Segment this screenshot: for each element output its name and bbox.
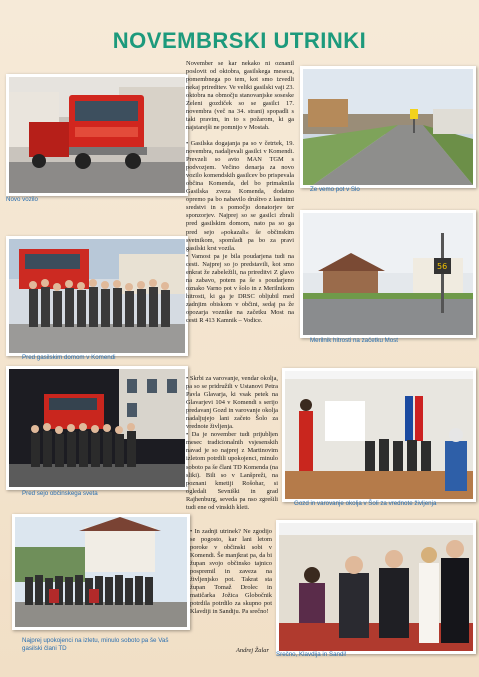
photo-lecture xyxy=(282,368,476,502)
photo-tourist-society xyxy=(12,514,190,630)
lecture-image xyxy=(285,371,473,499)
article-body-mid xyxy=(186,375,278,525)
photo-road-sign xyxy=(300,66,476,188)
night-group-image xyxy=(9,369,185,487)
group-image xyxy=(9,239,185,353)
trip-group-image xyxy=(15,517,187,627)
page-title: NOVEMBRSKI UTRINKI xyxy=(112,28,367,53)
photo-wedding xyxy=(276,520,476,654)
caption-council: Pred sejo občinskega sveta xyxy=(22,490,98,497)
paragraph-intro: November se kar nekako ni oznanil poslovit od oktobra, gasilskega meseca, pomembnega po tem, kot smo izvedli nekaj prireditev. Ve veliki gasilski vaji 23. oktobra na območju stanovanjske soseske Zeleni gozdiček so se gasilci 17. novembra (več na 34. strani) spopadli s taki pravim, in to s požarom, ki ga najstarejši ne pomnijo v Mostah. xyxy=(186,60,294,132)
paragraph-fire-vehicle: • Gasilska dogajanja pa so v četrtek, 19. novembra, nadaljevali gasilci v Komendi. Prevzeli so avto MAN TGM s podvozjem. Večino denarja za novo vozilo komendskih gasilcev bo prispevala občina Komenda, del bo primaknila Gasilska zveza Komenda, dodatno opremo pa bo nabavilo društvo z lastnimi sredstvi in s pomočjo donatorjev ter sponzorjev. Najprej so se gasilci zbrali pred gasilskim domom, nato pa so ga pred sejo »pokazali« še občinskim svetnikom, spomladi pa bo za pravi gasilski krst vozila. xyxy=(186,140,294,252)
author-signature: Andrej Žalar xyxy=(236,647,269,654)
caption-speed-meter: Merilnik hitrosti na začetku Most xyxy=(310,337,399,344)
photo-council-session xyxy=(6,366,188,490)
article-body-top xyxy=(186,60,294,132)
paragraph-road-safety: • Vamost pa je bila poudarjena tudi na cesti. Najprej so jo predstavili, kot smo enkrat že zabeležili, na prireditvi Z glavo na zabavo, potem pa še s poudarjeno oznako Varno pot v šolo in z Merilnikom hitrosti, ki ga je DRSC obljubil med zadnjim obiskom v občini, sedaj pa že opozarja voznike na začetku Most na cesti R 413 Kamnik – Vodice. xyxy=(186,252,294,325)
photo-group-fire-station xyxy=(6,236,188,356)
caption-tourist-society: Najprej upokojenci na izletu, minulo soboto pa še Vaš gasilski člani TD xyxy=(22,637,169,652)
article-body-bottom xyxy=(190,528,272,646)
fire-truck-image xyxy=(9,77,185,193)
paragraph-wedding: • In zadnji utrinek? Ne zgodijo se pogosto, kar lani letom poroke v občinski sobi v Komendi. Še manjkrat pa, da bi župan svojo občinsko tajnico pospremil in zaveza na življenjsko pot. Takrat sta župan Tomaž Drolec in matičarka Jožica Globočnik potrdila potrdilo za skupno pot Klavdiji in Sandiju. Pa srečno! xyxy=(190,528,272,616)
article-body-main xyxy=(186,140,294,372)
caption-road: Ze vemo pot v Slo xyxy=(310,186,360,193)
svg-text:56: 56 xyxy=(437,262,448,271)
caption-wedding: Srečno, Klavdija in Sandi! xyxy=(276,651,347,658)
wedding-image xyxy=(279,523,473,651)
photo-new-fire-truck xyxy=(6,74,188,196)
caption-new-vehicle: Novo vozilo xyxy=(6,196,38,203)
road-image xyxy=(303,69,473,185)
speed-meter-image xyxy=(303,213,473,335)
paragraph-environment: • Skrbi za varovanje, vendar okolja, pa so se pridružili v Ustanovi Petra Pavla Glavarja, ki vsak petek na Glavarjevi 104 v Komendi s serijo predavanj Gozd in varovanje okolja nadaljujejo lani začeto Šolo za vrednote življenja. xyxy=(186,375,278,431)
caption-lecture: Gozd in varovanje okolja v Šoli za vrednote življenja xyxy=(294,500,437,507)
photo-speed-meter xyxy=(300,210,476,338)
paragraph-november: • Da je november tudi prijubljen mesec tradicionalnih vsjesenskih navad je so najprej z Martinovim izletom potrdili upokojenci, minulo soboto pa še člani TD Komenda (na sliki). Bili so v Lanšpreži, na poznani kmetiji Rošohar, si ogledali Sevniški in grad Rajhenburg, seveda pa nso zgrešili tudi ene od vinskih kleti. xyxy=(186,431,278,511)
caption-fire-station: Pred gasilskim domom v Komendi xyxy=(22,354,116,361)
